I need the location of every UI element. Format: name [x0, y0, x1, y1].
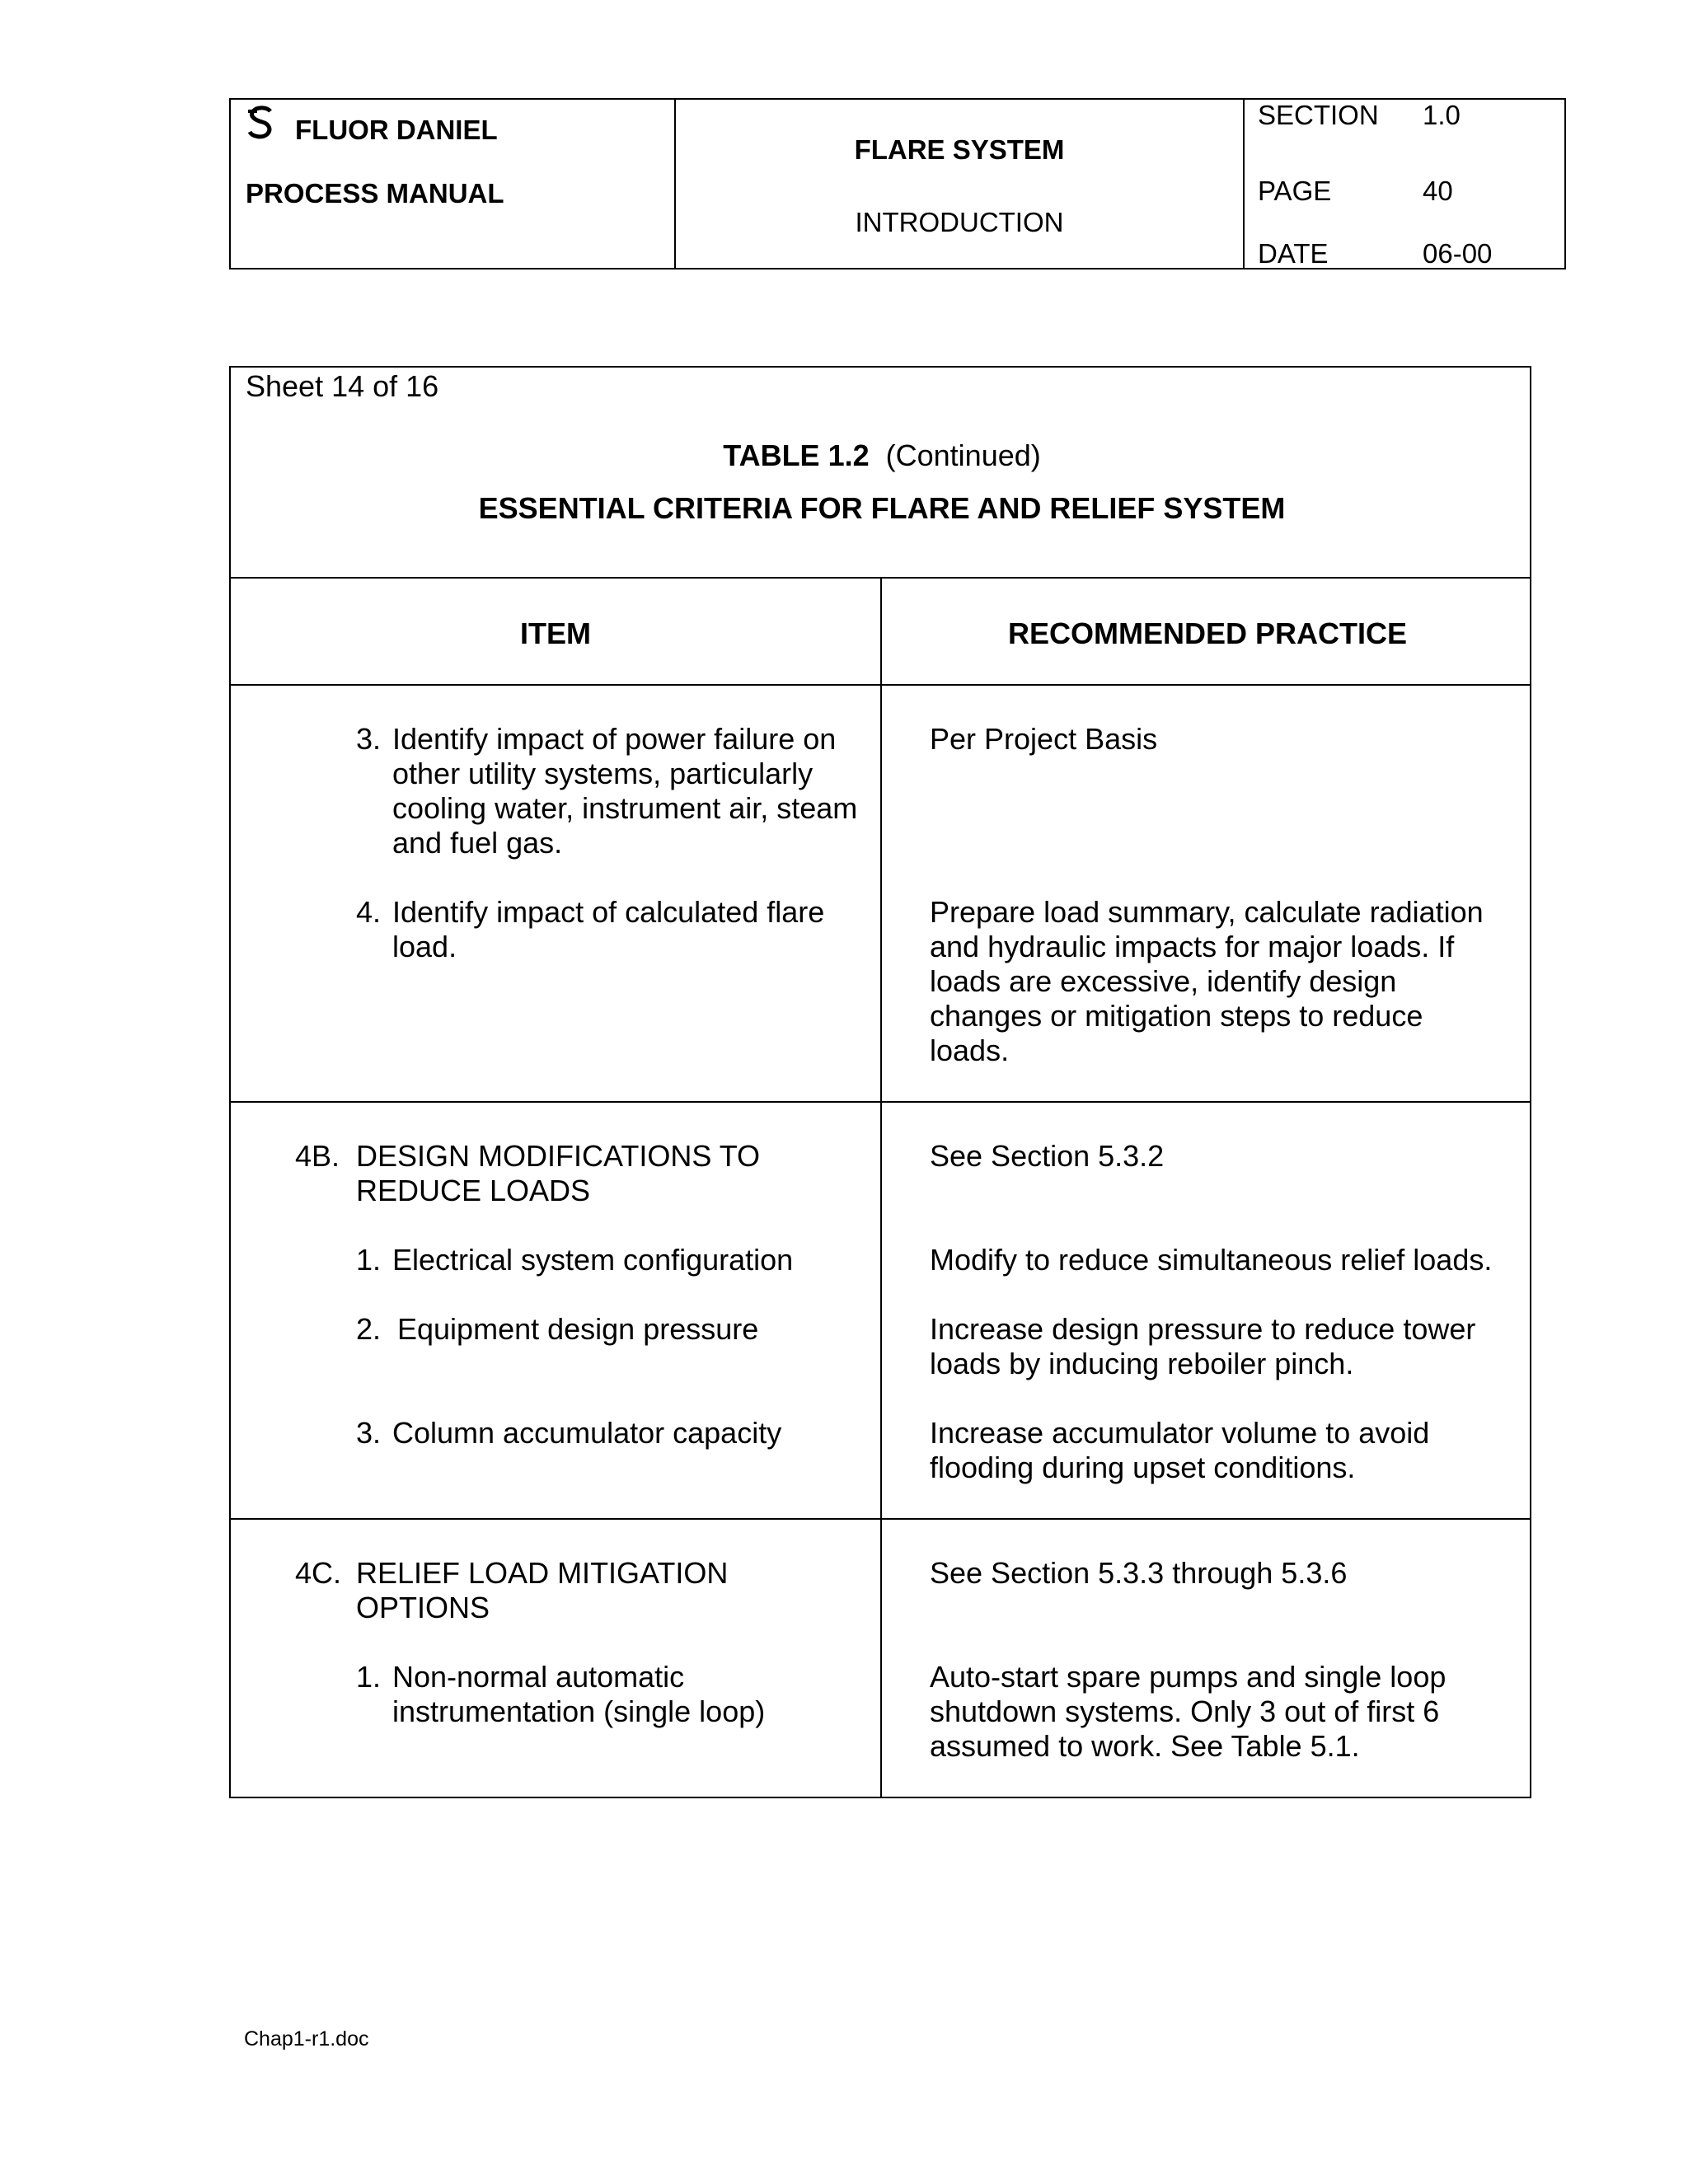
practice-text: flooding during upset conditions. [930, 1451, 1356, 1484]
header-divider [674, 100, 676, 268]
manual-name: PROCESS MANUAL [246, 178, 504, 209]
column-header-item: ITEM [520, 616, 591, 650]
practice-text: Modify to reduce simultaneous relief loads. [930, 1243, 1493, 1277]
item-text: Electrical system configuration [392, 1243, 794, 1277]
item-text: Equipment design pressure [397, 1312, 759, 1346]
section-heading: RELIEF LOAD MITIGATION [356, 1556, 729, 1590]
header-divider [1243, 100, 1245, 268]
item-text: load. [392, 930, 457, 963]
document-subtitle: INTRODUCTION [855, 207, 1064, 237]
practice-text: loads. [930, 1033, 1010, 1067]
item-number: 4. [356, 895, 382, 929]
practice-text: loads are excessive, identify design [930, 964, 1397, 998]
section-label: SECTION [1258, 100, 1379, 130]
practice-text: and hydraulic impacts for major loads. If [930, 930, 1455, 963]
practice-text: Increase accumulator volume to avoid [930, 1416, 1430, 1450]
footer-filename: Chap1-r1.doc [244, 2027, 369, 2050]
practice-text: loads by inducing reboiler pinch. [930, 1347, 1354, 1380]
row-divider [231, 1518, 1530, 1520]
section-heading: DESIGN MODIFICATIONS TO [356, 1139, 761, 1173]
practice-text: Auto-start spare pumps and single loop [930, 1660, 1447, 1694]
practice-text: shutdown systems. Only 3 out of first 6 [930, 1694, 1440, 1728]
practice-text: Per Project Basis [930, 722, 1158, 756]
date-value: 06-00 [1423, 238, 1493, 269]
document-title: FLARE SYSTEM [854, 134, 1065, 165]
section-heading: REDUCE LOADS [356, 1174, 591, 1207]
practice-text: See Section 5.3.3 through 5.3.6 [930, 1556, 1348, 1590]
table-continued-note: (Continued) [885, 438, 1041, 472]
date-label: DATE [1258, 238, 1329, 269]
item-text: and fuel gas. [392, 826, 563, 860]
page-value: 40 [1423, 176, 1453, 206]
item-number: 2. [356, 1312, 382, 1346]
item-text: cooling water, instrument air, steam [392, 791, 858, 825]
row-divider [231, 1101, 1530, 1103]
item-number: 3. [356, 1416, 382, 1450]
column-divider [880, 577, 882, 1797]
row-divider [231, 684, 1530, 686]
item-text: Identify impact of calculated flare [392, 895, 825, 929]
item-text: Non-normal automatic [392, 1660, 685, 1694]
sheet-number: Sheet 14 of 16 [246, 369, 439, 403]
column-header-practice: RECOMMENDED PRACTICE [1007, 616, 1407, 650]
table-subtitle: ESSENTIAL CRITERIA FOR FLARE AND RELIEF SYSTEM [478, 491, 1286, 525]
practice-text: See Section 5.3.2 [930, 1139, 1165, 1173]
item-text: Column accumulator capacity [392, 1416, 782, 1450]
practice-text: assumed to work. See Table 5.1. [930, 1729, 1360, 1763]
section-heading: OPTIONS [356, 1591, 490, 1624]
table-title [231, 438, 1533, 473]
company-name: FLUOR DANIEL [295, 115, 498, 145]
practice-text: Prepare load summary, calculate radiation [930, 895, 1484, 929]
section-code: 4C. [295, 1556, 342, 1590]
section-code: 4B. [295, 1139, 340, 1173]
practice-text: Increase design pressure to reduce tower [930, 1312, 1476, 1346]
item-number: 1. [356, 1243, 382, 1277]
criteria-table [229, 366, 1531, 1798]
item-number: 3. [356, 722, 382, 756]
item-text: other utility systems, particularly [392, 757, 814, 790]
document-header [229, 98, 1566, 269]
table-number: TABLE 1.2 [723, 438, 870, 472]
item-text: instrumentation (single loop) [392, 1694, 766, 1728]
item-number: 1. [356, 1660, 382, 1694]
practice-text: changes or mitigation steps to reduce [930, 999, 1423, 1033]
page-label: PAGE [1258, 176, 1332, 206]
fluor-daniel-logo-icon [246, 105, 277, 141]
item-text: Identify impact of power failure on [392, 722, 837, 756]
section-value: 1.0 [1423, 100, 1461, 130]
